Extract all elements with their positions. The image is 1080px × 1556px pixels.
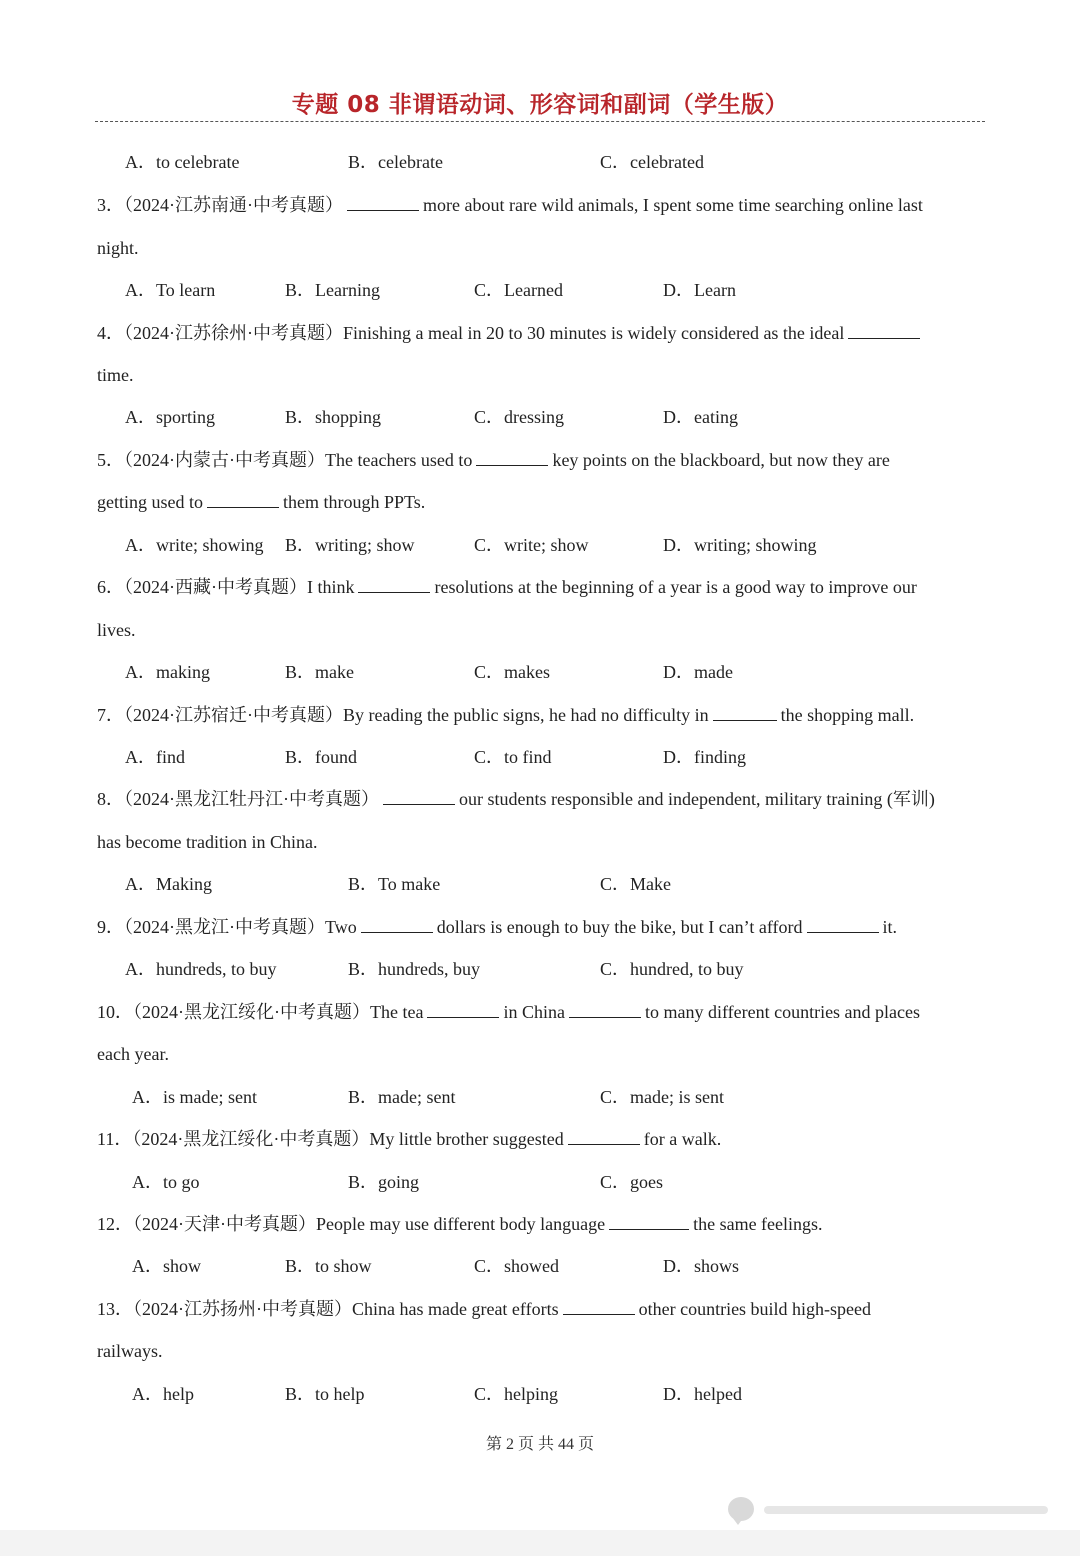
answer-blank <box>427 1003 499 1018</box>
q3-stem-post: more about rare wild animals, I spent some time searching online last <box>423 195 923 215</box>
q8-option-a: A．Making <box>125 874 212 894</box>
q11-stem <box>97 1127 985 1151</box>
q4-stem-cont: time. <box>97 365 134 385</box>
q12-option-c: C．showed <box>474 1256 559 1276</box>
answer-blank <box>358 578 430 593</box>
q12-option-d: D．shows <box>663 1256 740 1276</box>
q11-option-a: A．to go <box>132 1172 200 1192</box>
q6-option-a: A．making <box>125 662 210 682</box>
q13-stem <box>97 1297 985 1321</box>
q5-stem <box>97 448 985 472</box>
q5-option-c: C．write; show <box>474 535 589 555</box>
q3-stem <box>97 193 985 217</box>
q2-option-b: B．celebrate <box>348 152 443 172</box>
page-number: 第 2 页 共 44 页 <box>485 1436 594 1453</box>
q11-option-b: B．going <box>348 1172 420 1192</box>
q3-option-b: B．Learning <box>285 280 380 300</box>
q4-option-d: D．eating <box>663 407 738 427</box>
q5-stem-post: key points on the blackboard, but now they are <box>552 450 890 470</box>
q8-option-b: B．To make <box>348 874 441 894</box>
q7-stem-pre: 7．（2024·江苏宿迁·中考真题）By reading the public signs, he had no difficulty in <box>97 705 709 725</box>
q13-option-a: A．help <box>132 1384 194 1404</box>
answer-blank <box>848 324 920 339</box>
q7-option-c: C．to find <box>474 747 552 767</box>
q13-stem-cont: railways. <box>97 1341 163 1361</box>
q5-option-b: B．writing; show <box>285 535 415 555</box>
q8-stem-post: our students responsible and independent, military training (军训) <box>459 789 935 809</box>
chat-bubble-icon <box>728 1497 754 1521</box>
q3-option-d: D．Learn <box>663 280 736 300</box>
q5-stem2-post: them through PPTs. <box>283 492 426 512</box>
answer-blank <box>207 493 279 508</box>
q8-stem <box>97 787 985 811</box>
q9-stem-mid: dollars is enough to buy the bike, but I can’t afford <box>436 917 803 937</box>
q4-option-a: A．sporting <box>125 407 215 427</box>
q11-stem-post: for a walk. <box>643 1129 722 1149</box>
q8-option-c: C．Make <box>600 874 671 894</box>
q4-stem <box>97 321 985 345</box>
answer-blank <box>569 1003 641 1018</box>
q12-stem-post: the same feelings. <box>693 1214 823 1234</box>
q8-stem-cont: has become tradition in China. <box>97 832 318 852</box>
q10-option-c: C．made; is sent <box>600 1087 724 1107</box>
q10-stem-mid: in China <box>503 1002 565 1022</box>
q13-option-d: D．helped <box>663 1384 742 1404</box>
q9-stem-post: it. <box>882 917 898 937</box>
answer-blank <box>347 196 419 211</box>
page-title: 专题 08 非谓语动词、形容词和副词（学生版） <box>291 92 789 118</box>
q6-option-b: B．make <box>285 662 354 682</box>
q9-option-c: C．hundred, to buy <box>600 959 744 979</box>
q11-stem-pre: 11．（2024·黑龙江绥化·中考真题）My little brother suggested <box>97 1129 564 1149</box>
q6-stem <box>97 575 985 599</box>
q9-option-b: B．hundreds, buy <box>348 959 480 979</box>
q5-option-d: D．writing; showing <box>663 535 817 555</box>
q5-stem2-pre: getting used to <box>97 492 203 512</box>
q10-option-a: A．is made; sent <box>132 1087 257 1107</box>
q9-option-a: A．hundreds, to buy <box>125 959 277 979</box>
q5-option-a: A．write; showing <box>125 535 264 555</box>
q6-stem-pre: 6．（2024·西藏·中考真题）I think <box>97 577 355 597</box>
q2-option-a: A．to celebrate <box>125 152 240 172</box>
watermark-bar <box>764 1506 1048 1514</box>
answer-blank <box>361 918 433 933</box>
q13-option-c: C．helping <box>474 1384 558 1404</box>
q7-option-a: A．find <box>125 747 185 767</box>
answer-blank <box>476 451 548 466</box>
answer-blank <box>568 1130 640 1145</box>
q10-stem-cont: each year. <box>97 1044 169 1064</box>
header-divider <box>95 121 985 122</box>
q6-stem-post: resolutions at the beginning of a year is a good way to improve our <box>434 577 917 597</box>
q10-stem <box>97 1000 985 1024</box>
q7-stem <box>97 703 985 727</box>
q13-stem-pre: 13．（2024·江苏扬州·中考真题）China has made great efforts <box>97 1299 559 1319</box>
q4-option-b: B．shopping <box>285 407 382 427</box>
q10-stem-pre: 10．（2024·黑龙江绥化·中考真题）The tea <box>97 1002 424 1022</box>
q10-option-b: B．made; sent <box>348 1087 456 1107</box>
q10-stem-post: to many different countries and places <box>644 1002 921 1022</box>
answer-blank <box>807 918 879 933</box>
q3-stem-pre: 3．（2024·江苏南通·中考真题） <box>97 195 343 215</box>
q13-option-b: B．to help <box>285 1384 365 1404</box>
q7-stem-post: the shopping mall. <box>780 705 915 725</box>
q7-option-d: D．finding <box>663 747 746 767</box>
q5-stem-pre: 5．（2024·内蒙古·中考真题）The teachers used to <box>97 450 473 470</box>
answer-blank <box>563 1300 635 1315</box>
q9-stem <box>97 915 985 939</box>
q12-stem-pre: 12．（2024·天津·中考真题）People may use different body language <box>97 1214 606 1234</box>
q3-option-c: C．Learned <box>474 280 563 300</box>
q8-stem-pre: 8．（2024·黑龙江牡丹江·中考真题） <box>97 789 379 809</box>
answer-blank <box>713 706 777 721</box>
q2-option-c: C．celebrated <box>600 152 704 172</box>
q6-option-c: C．makes <box>474 662 550 682</box>
q12-option-a: A．show <box>132 1256 202 1276</box>
q11-option-c: C．goes <box>600 1172 663 1192</box>
q3-option-a: A．To learn <box>125 280 216 300</box>
q13-stem-post: other countries build high-speed <box>638 1299 872 1319</box>
q3-stem-cont: night. <box>97 238 139 258</box>
q12-option-b: B．to show <box>285 1256 372 1276</box>
q4-option-c: C．dressing <box>474 407 564 427</box>
answer-blank <box>383 790 455 805</box>
q6-stem-cont: lives. <box>97 620 136 640</box>
watermark <box>728 1497 1048 1525</box>
answer-blank <box>609 1215 689 1230</box>
q4-stem-pre: 4．（2024·江苏徐州·中考真题）Finishing a meal in 20 to 30 minutes is widely considered as the ideal <box>97 323 845 343</box>
q5-stem-cont <box>97 490 985 514</box>
q12-stem <box>97 1212 985 1236</box>
q7-option-b: B．found <box>285 747 357 767</box>
q6-option-d: D．made <box>663 662 733 682</box>
q9-stem-pre: 9．（2024·黑龙江·中考真题）Two <box>97 917 357 937</box>
